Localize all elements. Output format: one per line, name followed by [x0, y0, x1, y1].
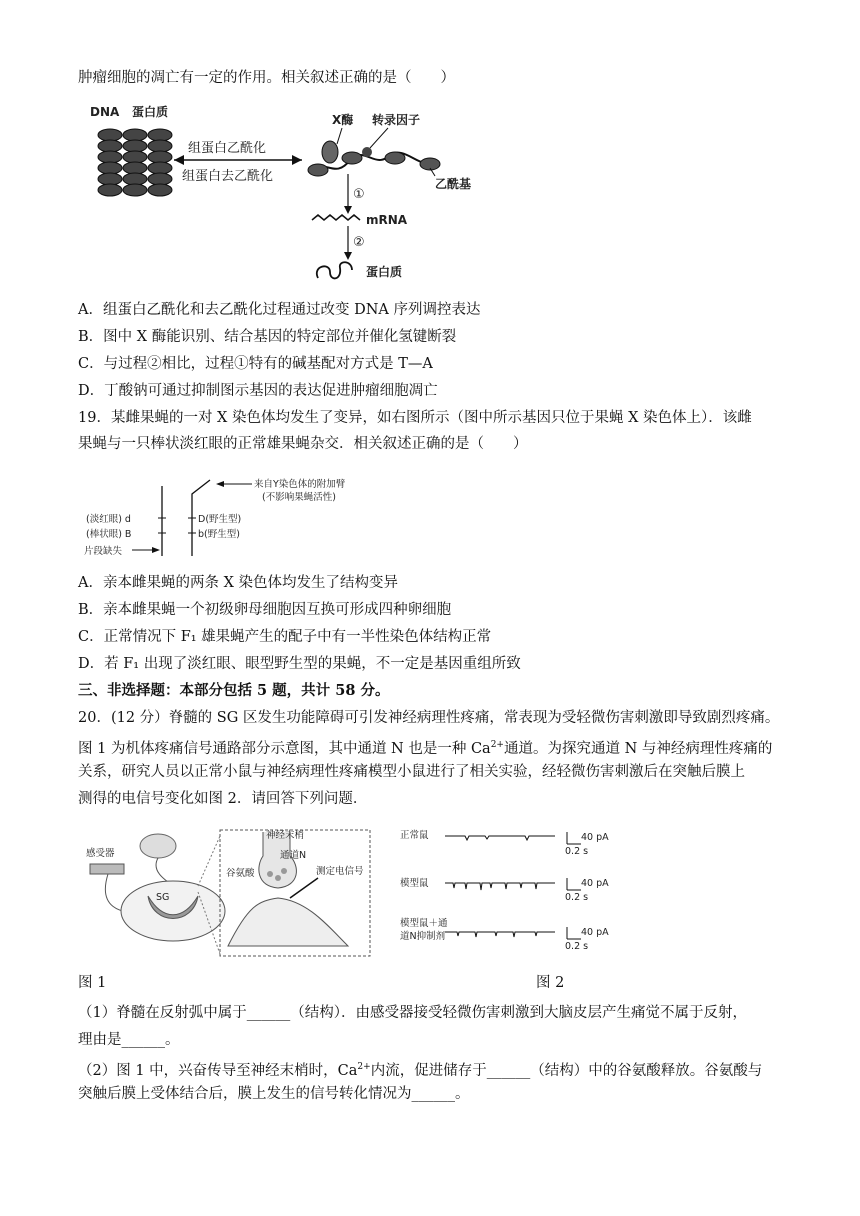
- left-locus-b: (棒状眼) B: [86, 529, 132, 540]
- fig18-label-acetyl: 乙酰基: [435, 177, 472, 191]
- q20-sub1-line1: （1）脊髓在反射弧中属于______（结构）．由感受器接受轻微伤害刺激到大脑皮层产生痛觉不属于反射，: [78, 1005, 747, 1021]
- arrow-label-acetylation: 组蛋白乙酰化: [188, 141, 267, 156]
- fig18-label-tf: 转录因子: [372, 113, 421, 127]
- scale-time-3: 0.2 s: [565, 941, 589, 952]
- fig1-sg-label: SG: [156, 892, 170, 903]
- fig1-glutamate-label: 谷氨酸: [226, 868, 255, 879]
- fig2-inhibitor-label-1: 模型鼠＋通: [400, 918, 448, 929]
- q20-sub1-line2: 理由是______。: [78, 1032, 180, 1048]
- histone-acetylation-figure: [90, 100, 490, 290]
- nucleosome-stacks: [98, 129, 172, 196]
- scale-amp-1: 40 pA: [581, 832, 609, 843]
- scale-amp-3: 40 pA: [581, 927, 609, 938]
- step-2-label: ②: [353, 235, 365, 250]
- electrode: [290, 878, 318, 898]
- mrna-wave: [312, 215, 360, 220]
- trace-normal: [445, 836, 555, 840]
- scale-time-1: 0.2 s: [565, 846, 589, 857]
- q20-line2: 图 1 为机体疼痛信号通路部分示意图，其中通道 N 也是一种 $Ca^{2+}$通道。为探究通道 N 与神经病理性疼痛的: [78, 740, 773, 757]
- receptor-shape: [90, 864, 124, 874]
- step-1-label: ①: [353, 187, 365, 202]
- q20-line3: 关系，研究人员以正常小鼠与神经病理性疼痛模型小鼠进行了相关实验，经轻微伤害刺激后在突触后膜上: [78, 764, 745, 780]
- fig2-inhibitor-label-2: 道N抑制剂: [400, 931, 446, 942]
- q18-intro-line: 肿瘤细胞的凋亡有一定的作用。相关叙述正确的是（ ）: [78, 70, 455, 86]
- fig18-label-x-enzyme: X酶: [332, 113, 354, 127]
- section-3-heading: 三、非选择题：本部分包括 5 题，共计 58 分。: [78, 682, 390, 699]
- right-locus-d: D(野生型): [198, 514, 242, 525]
- fig18-label-protein-top: 蛋白质: [132, 105, 169, 119]
- x-enzyme-shape: [322, 141, 338, 163]
- fig1-caption: 图 1: [78, 975, 107, 991]
- q19-option-c: C．正常情况下 F₁ 雄果蝇产生的配子中有一半性染色体结构正常: [78, 629, 492, 645]
- current-traces-figure: [395, 826, 635, 961]
- y-arm-label: 来自Y染色体的附加臂: [254, 479, 346, 490]
- q19-option-b: B．亲本雌果蝇一个初级卵母细胞因互换可形成四种卵细胞: [78, 602, 452, 618]
- q19-stem-line1: 19．某雌果蝇的一对 X 染色体均发生了变异，如右图所示（图中所示基因只位于果蝇 X 染色体上）．该雌: [78, 410, 752, 426]
- fig1-terminal-label: 神经末梢: [266, 830, 305, 841]
- right-locus-b: b(野生型): [198, 529, 240, 540]
- protein-shape: [317, 262, 352, 278]
- deletion-label: 片段缺失: [84, 546, 123, 557]
- q20-sub2-line2: 突触后膜上受体结合后，膜上发生的信号转化情况为______。: [78, 1086, 470, 1102]
- fig2-caption: 图 2: [536, 975, 565, 991]
- brain-shape: [140, 834, 176, 858]
- q18-option-c: C．与过程②相比，过程①特有的碱基配对方式是 T—A: [78, 356, 433, 372]
- fig1-measure-label: 测定电信号: [316, 866, 364, 877]
- fig2-normal-label: 正常鼠: [400, 830, 429, 841]
- fig1-receptor-label: 感受器: [86, 848, 115, 859]
- q18-option-b: B．图中 X 酶能识别、结合基因的特定部位并催化氢键断裂: [78, 329, 457, 345]
- q19-stem-line2: 果蝇与一只棒状淡红眼的正常雄果蝇杂交．相关叙述正确的是（ ）: [78, 436, 528, 452]
- postsynaptic-neuron-shape: [228, 898, 348, 946]
- trace-inhibitor: [445, 932, 555, 937]
- transcription-factor-shape: [362, 147, 372, 157]
- fig1-channel-label: 通道N: [280, 850, 307, 861]
- q18-option-d: D．丁酸钠可通过抑制图示基因的表达促进肿瘤细胞凋亡: [78, 383, 438, 399]
- y-arm-note: (不影响果蝇活性): [262, 492, 336, 503]
- scale-amp-2: 40 pA: [581, 878, 609, 889]
- q20-sub2-line1: （2）图 1 中，兴奋传导至神经末梢时，$Ca^{2+}$内流，促进储存于______（结构）中的谷氨酸释放。谷氨酸与: [78, 1062, 763, 1079]
- scale-time-2: 0.2 s: [565, 892, 589, 903]
- trace-model: [445, 883, 555, 890]
- q19-option-a: A．亲本雌果蝇的两条 X 染色体均发生了结构变异: [78, 575, 399, 591]
- q20-line1: 20．(12 分）脊髓的 SG 区发生功能障碍可引发神经病理性疼痛，常表现为受轻微伤害刺激即导致剧烈疼痛。: [78, 710, 780, 726]
- q20-line4: 测得的电信号变化如图 2．请回答下列问题．: [78, 791, 368, 807]
- q18-option-a: A．组蛋白乙酰化和去乙酰化过程通过改变 DNA 序列调控表达: [78, 302, 481, 318]
- fig18-label-mrna: mRNA: [366, 213, 408, 227]
- fig18-label-dna: DNA: [90, 105, 120, 119]
- fig2-model-label: 模型鼠: [400, 878, 429, 889]
- x-chromosome-figure: [80, 468, 380, 564]
- q19-option-d: D．若 F₁ 出现了淡红眼、眼型野生型的果蝇，不一定是基因重组所致: [78, 656, 521, 672]
- fig18-label-protein-bottom: 蛋白质: [366, 265, 403, 279]
- spinal-cord-shape: [121, 881, 225, 941]
- left-locus-d: (淡红眼) d: [86, 514, 131, 525]
- pain-pathway-figure: [78, 826, 378, 961]
- arrow-label-deacetylation: 组蛋白去乙酰化: [182, 169, 274, 184]
